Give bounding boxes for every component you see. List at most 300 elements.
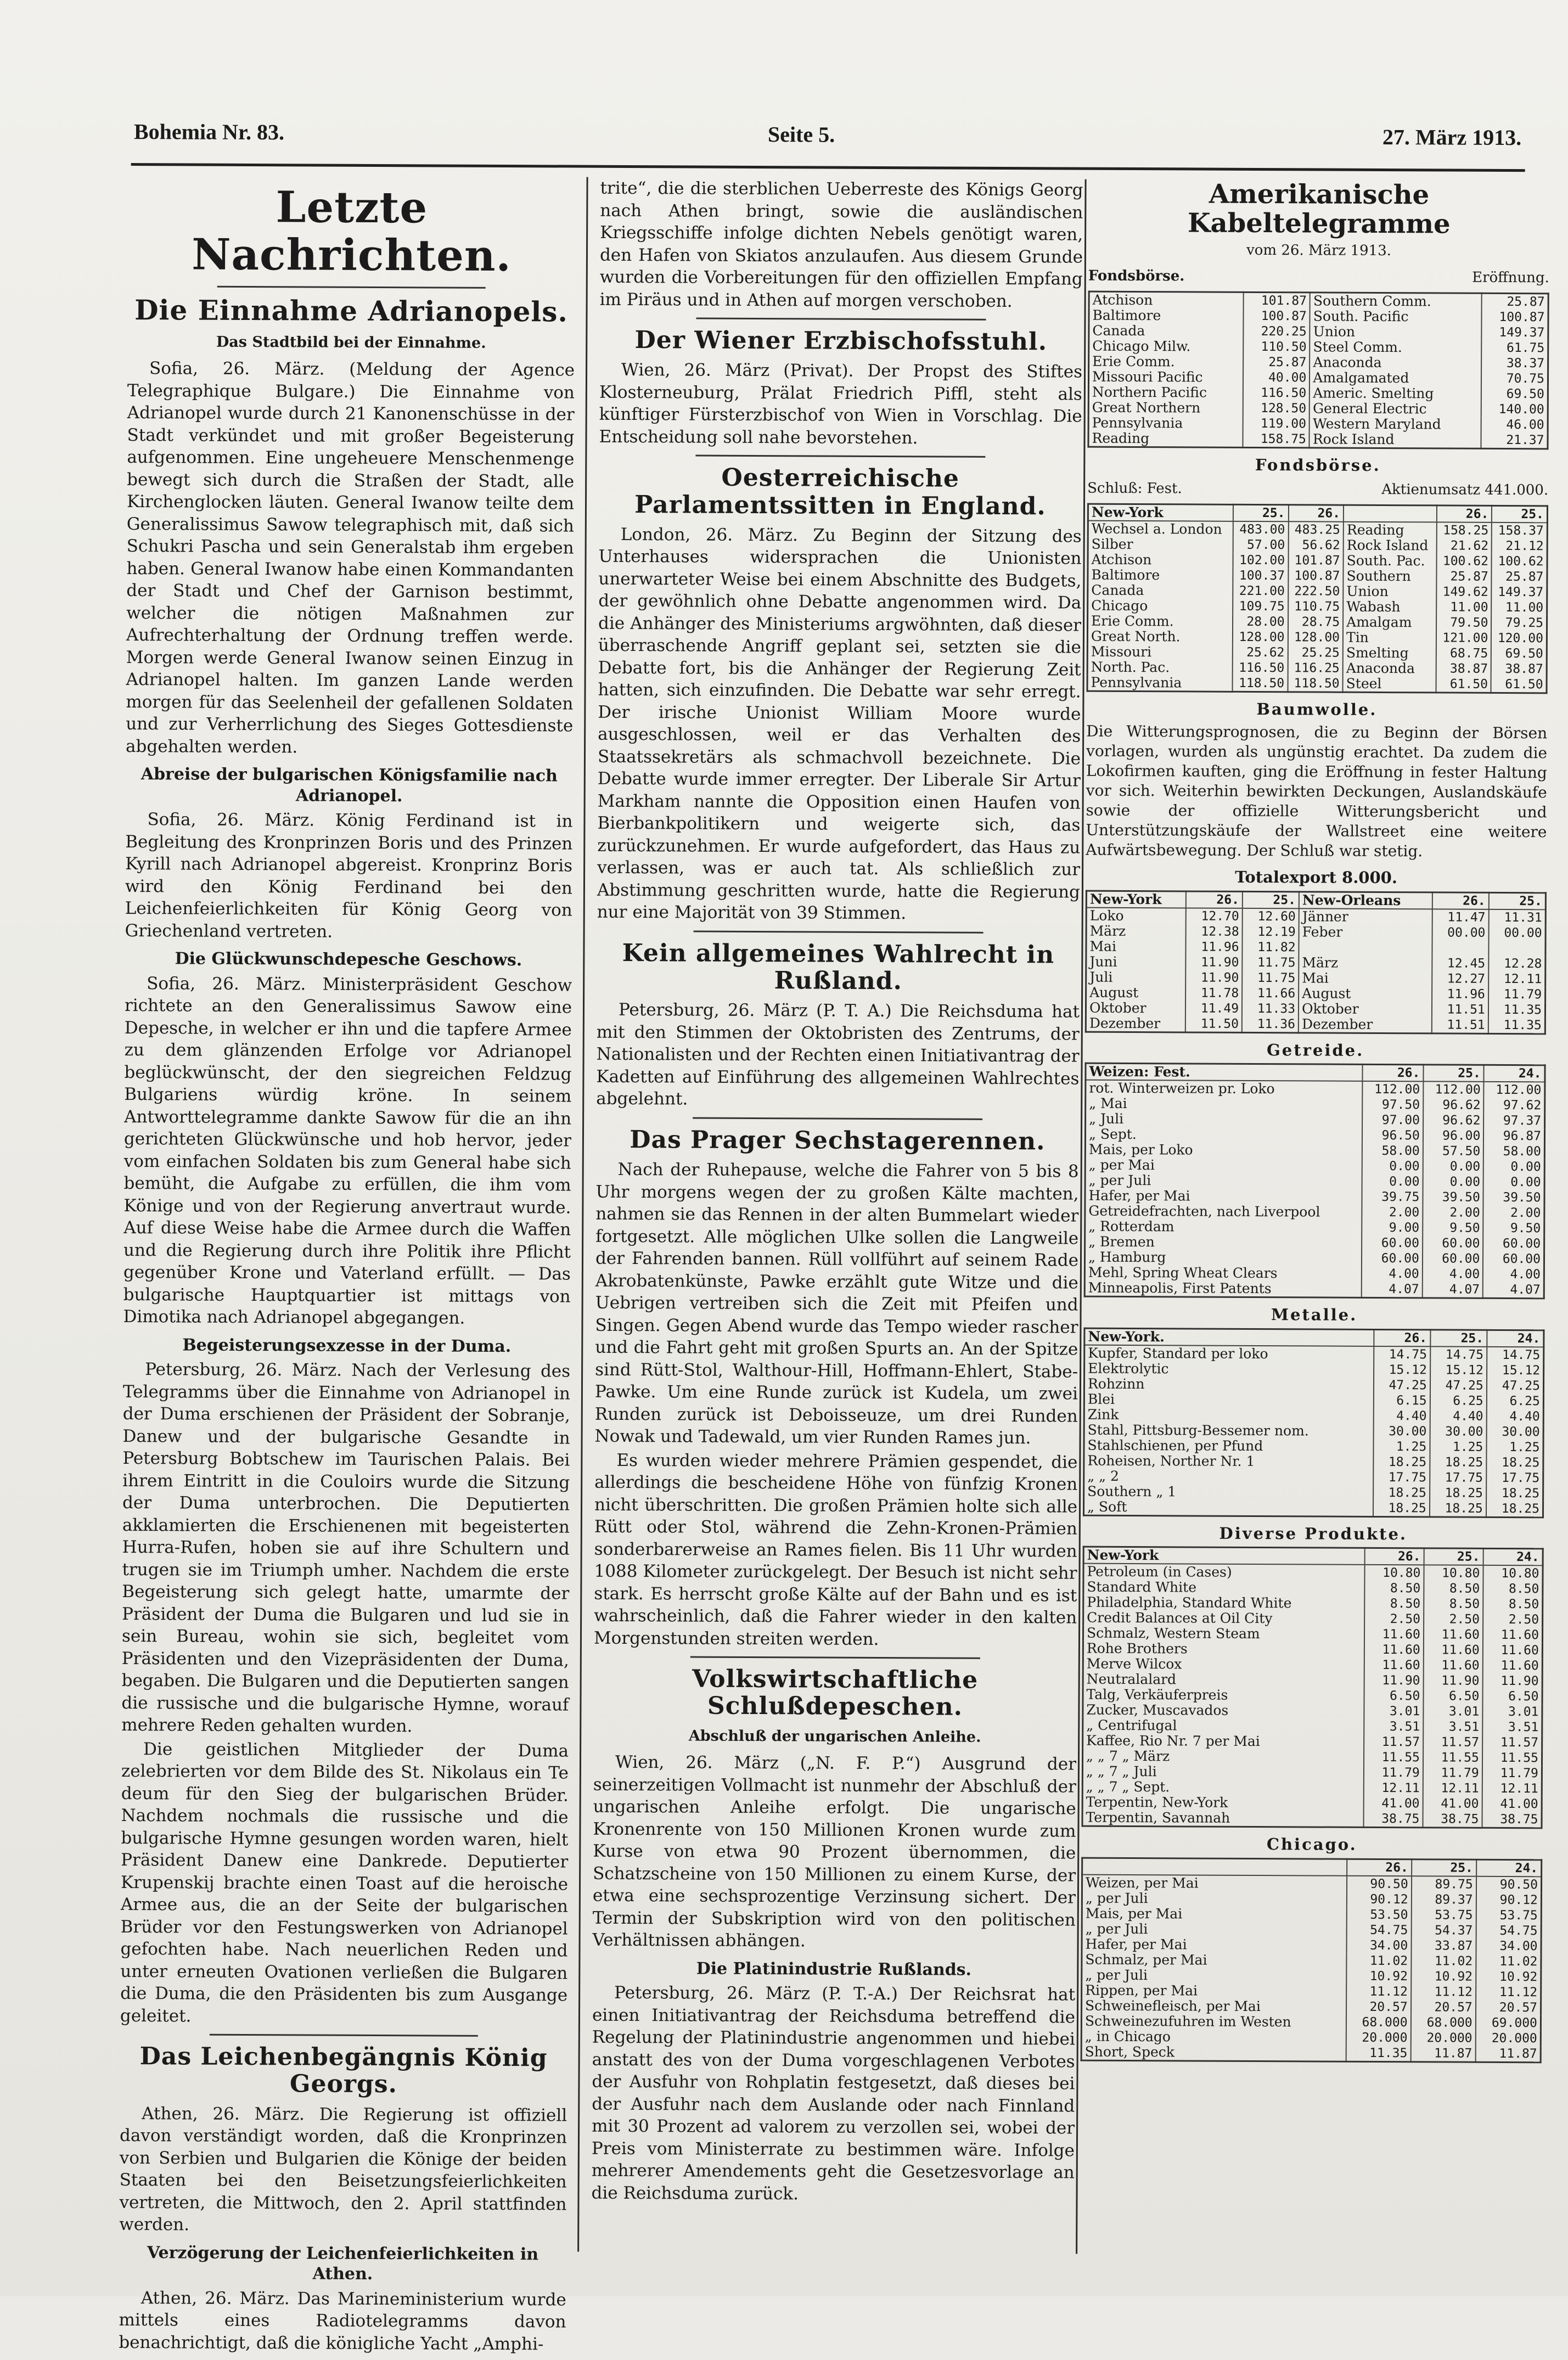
stock-price: 116.50 [1243,385,1310,401]
item-value: 68.75 [1436,645,1492,661]
item-value: 11.90 [1423,1673,1482,1688]
item-value: 20.57 [1411,1999,1476,2015]
stock-price: 25.87 [1481,293,1548,310]
stock-price: 158.75 [1243,431,1310,447]
item-value: 11.12 [1476,1984,1541,2000]
table-row [1086,1111,1545,1129]
item-name: Missouri [1087,644,1233,660]
item-value: 60.00 [1362,1251,1423,1266]
item-value: 3.51 [1364,1719,1423,1734]
item-name: Mai [1086,939,1186,954]
table-row [1081,2029,1541,2046]
table-row [1088,430,1548,448]
item-value: 00.00 [1432,925,1488,940]
item-value: 118.50 [1233,675,1288,692]
table-row [1084,1468,1543,1486]
item-name: Rock Island [1344,537,1437,553]
table-header: 25. [1424,1548,1483,1565]
table-header: 25. [1492,505,1547,522]
stock-name: Anaconda [1310,355,1481,370]
item-value: 11.60 [1483,1643,1543,1658]
item-value: 11.60 [1424,1657,1483,1673]
stock-price: 70.75 [1481,370,1548,386]
item-value: 96.62 [1423,1097,1484,1112]
item-name: Hafer, per Mai [1085,1188,1362,1205]
item-value: 18.25 [1373,1501,1430,1517]
item-value: 11.87 [1410,2046,1475,2062]
table-header: 24. [1483,1548,1543,1565]
column-1 [119,175,576,2355]
item-name: Rohzinn [1084,1376,1373,1392]
item-value: 11.60 [1364,1657,1424,1673]
item-value: 6.25 [1430,1393,1487,1408]
item-name: Rohe Brothers [1083,1641,1364,1657]
item-name: Minneapolis, First Patents [1084,1280,1362,1298]
table-row [1082,1921,1541,1938]
item-name: Reading [1344,521,1437,538]
item-value: 128.00 [1288,630,1343,645]
table-row [1086,954,1545,971]
item-name: „ per Juli [1082,1921,1346,1937]
article-subtitle: Das Stadtbild bei der Einnahme. [216,333,486,352]
column-divider-1 [577,177,588,2252]
item-value: 12.27 [1432,971,1488,986]
item-name: Talg, Verkäuferpreis [1083,1687,1364,1704]
item-value: 121.00 [1436,630,1492,645]
table-row [1086,1015,1545,1033]
metals-label: Metalle. [1271,1305,1358,1324]
fonds-label-line [1088,265,1549,289]
item-value: 54.75 [1476,1923,1541,1938]
item-name: Steel [1343,676,1436,692]
item-value: 11.66 [1242,985,1299,1001]
divider [690,1656,980,1659]
item-value: 11.57 [1482,1735,1542,1750]
table-row [1088,613,1547,631]
stock-name: General Electric [1310,401,1481,417]
item-value: 3.51 [1423,1719,1482,1734]
article-paragraph: Wien, 26. März (Privat). Der Propst des Stiftes Klosterneuburg, Prälat Friedrich Piffl, steht als künftiger Fürsterzbischof von Wien in Vorschlag. Die Entscheidung soll nahe bevorstehen. [599,360,1083,448]
item-name: Baltimore [1088,567,1233,583]
item-value: 9.50 [1483,1221,1544,1236]
item-value: 9.50 [1423,1220,1483,1235]
cotton-table [1085,890,1547,1035]
table-row [1084,1422,1543,1440]
stock-price: 119.00 [1243,415,1310,431]
item-value: 11.35 [1346,2045,1410,2061]
table-header: 25. [1423,1065,1484,1082]
item-value: 96.62 [1423,1112,1484,1128]
item-name: Dezember [1299,1016,1432,1033]
table-header: 24. [1487,1330,1544,1347]
item-value: 120.00 [1491,630,1547,645]
table-row [1085,1157,1544,1175]
article-paragraph: Sofia, 26. März. König Ferdinand ist in Begleitung des Kronprinzen Boris und des Prinzen Kyrill nach Adrianopel abgereist. Kronprinz Boris wird den König Ferdinand bei den Leichenfeierlichkeiten für König Georg von Griechenland vertreten. [125,810,573,942]
cable-title: Amerikanische Kabeltelegramme [1187,178,1451,240]
item-value: 11.79 [1482,1766,1542,1781]
article-paragraph: Petersburg, 26. März (P. T.-A.) Der Reichsrat hat einen Initiativantrag der Reichsduma betreffend die Regelung der Platinindustrie angenommen und hiebei anstatt des von der Duma vorgeschlagenen Verbotes der Ausfuhr von Rohplatin festgesetzt, daß dieses bei der Ausfuhr nach dem Auslande oder nach Finnland mit 30 Prozent ad valorem zu verzollen sei, wobei der Preis vom Ministerrate zu bestimmen wäre. Infolge mehrerer Amendements geht die Gesetzesvorlage an die Reichsduma zurück. [591,1983,1076,2204]
item-value: 41.00 [1482,1796,1542,1812]
item-value: 0.00 [1423,1174,1483,1189]
item-value: 00.00 [1488,925,1545,940]
stock-price: 40.00 [1243,369,1310,385]
item-value: 11.90 [1185,954,1242,970]
item-name: Anaconda [1343,660,1436,676]
table-header: 26. [1374,1329,1430,1346]
item-value: 6.25 [1487,1393,1544,1408]
item-value: 158.25 [1437,522,1492,538]
item-value: 34.00 [1476,1938,1541,1954]
item-name: August [1299,986,1432,1002]
fonds-closing-table [1087,503,1548,694]
item-value: 12.11 [1364,1780,1423,1796]
item-value: 17.75 [1486,1470,1543,1485]
item-value: 30.00 [1430,1424,1486,1439]
table-row [1088,400,1548,417]
cotton-note: Die Witterungsprognosen, die zu Beginn der Börsen vorlagen, wurden als ungünstig erachtet. Da zudem die Lokofirmen kauften, ging die Eröffnung in fester Haltung vor sich. Weiterhin bewirkten Deckungen, Auslandskäufe sowie der offizielle Witterungsbericht und Unterstützungskäufe der Wallstreet eine weitere Aufwärtsbewegung. Der Schluß war stetig. [1086,722,1548,861]
table-row [1084,1280,1544,1299]
item-value: 0.00 [1423,1159,1484,1174]
item-value: 8.50 [1364,1581,1424,1596]
item-name: „ per Juli [1082,1890,1346,1907]
article-title: Oesterreichische Parlamentssitten in England. [634,464,1046,520]
item-value: 18.25 [1373,1454,1430,1470]
item-value: 11.60 [1364,1642,1424,1657]
item-value: 10.80 [1364,1565,1424,1581]
item-value: 18.25 [1430,1501,1486,1517]
item-name: August [1086,985,1186,1001]
item-value: 10.92 [1476,1969,1541,1985]
table-row [1089,307,1548,325]
item-value: 118.50 [1288,676,1343,692]
stock-price: 38.37 [1481,355,1548,371]
table-row [1087,675,1547,693]
item-value: 11.47 [1432,909,1489,925]
item-value: 11.33 [1242,1001,1299,1016]
item-name: „ in Chicago [1081,2029,1346,2045]
item-name: Mehl, Spring Wheat Clears [1084,1265,1362,1282]
stock-name: Great Northern [1088,400,1243,415]
item-value: 39.50 [1423,1189,1483,1205]
item-value: 11.00 [1492,599,1547,615]
cotton-label: Baumwolle. [1256,699,1378,719]
item-name: „ Sept. [1085,1127,1362,1143]
table-row [1082,1936,1541,1954]
article-paragraph: Athen, 26. März. Das Marineministerium wurde mittels eines Radiotelegramms davon benachrichtigt, daß die königliche Yacht „Amphi- [119,2288,566,2355]
item-name: Zink [1084,1407,1373,1423]
table-header: 26. [1288,504,1344,521]
item-value: 110.75 [1288,599,1344,614]
item-value: 2.00 [1483,1205,1544,1221]
item-value: 58.00 [1483,1144,1544,1159]
article-paragraph: Petersburg, 26. März. Nach der Verlesung des Telegramms über die Einnahme von Adrianopel in der Duma erschienen der Präsident der Sobranje, Danew und der bulgarische Gesandte in Petersburg Bobtschew im Taurischen Palais. Bei ihrem Eintritt in die Couloirs wurde die Sitzung der Duma unterbrochen. Die Deputierten akklamierten die Erschienenen mit begeisterten Hurra-Rufen, hoben sie auf ihre Schultern und trugen sie im Triumph umher. Nachdem die erste Begeisterung sich gelegt hatte, umarmte der Präsident der Duma die Bulgaren und lud sie in sein Bureau, wohin sie sich, begleitet vom Präsidenten und den Vizepräsidenten der Duma, begaben. Die Bulgaren und die Deputierten sangen die russische und die bulgarische Hymne, worauf mehrere Reden gehalten wurden. [121,1359,571,1737]
item-name: Oktober [1299,1001,1432,1017]
header-date: 27. März 1913. [1382,124,1522,150]
item-name: Zucker, Muscavados [1083,1702,1364,1719]
stock-price: 220.25 [1244,323,1310,339]
stock-name: Canada [1089,323,1244,339]
item-value: 112.00 [1423,1081,1484,1097]
item-name: Tin [1343,630,1436,645]
item-value: 96.00 [1423,1128,1484,1143]
item-value: 116.25 [1288,660,1343,676]
item-value: 38.87 [1436,661,1492,676]
item-name: Mais, per Mai [1082,1906,1346,1922]
table-header: 24. [1484,1065,1545,1082]
item-value: 20.57 [1346,1999,1411,2015]
item-name: „ per Juli [1085,1173,1362,1189]
item-value: 25.87 [1436,569,1492,584]
article-paragraph: Sofia, 26. März. (Meldung der Agence Telegraphique Bulgare.) Die Einnahme von Adrianopel wurde durch 21 Kanonenschüsse in der Stadt verkündet und mit großer Begeisterung aufgenommen. Eine ungeheuere Menschenmenge bewegt sich durch die Straßen der Stadt, alle Kirchenglocken läuten. General Iwanow teilte dem Generalissimus Sawow telegraphisch mit, daß sich Schukri Pascha und sein Generalstab ihm ergeben haben. General Iwanow habe einen Kommandanten der Stadt und Chef der Garnison bestimmt, welcher die nötigen Maßnahmen zur Aufrechterhaltung der Ordnung treffen werde. Morgen werde General Iwanow seinen Einzug in Adrianopel halten. Im ganzen Lande werden morgen für das Seelenheil der gefallenen Soldaten und zur Verherrlichung des Sieges Gottesdienste abgehalten werden. [125,358,575,757]
item-value: 69.50 [1491,645,1547,661]
article-paragraph: London, 26. März. Zu Beginn der Sitzung des Unterhauses widersprachen die Unionisten unerwarteter Weise bei einem Abschnitte des Budgets, der gewöhnlich ohne Debatte angenommen wird. Da die Anhänger des Ministeriums argwöhnten, daß dieser überraschende Angriff geplant sei, setzten sie die Debatte fort, bis die Anhänger der Regierung Zeit hatten, sich einzufinden. Die Debatte war sehr erregt. Der irische Unionist William Moore wurde ausgeschlossen, weil er das Verhalten des Staatssekretärs als schmachvoll bezeichnete. Die Debatte wurde immer erregter. Der Liberale Sir Artur Markham nannte die Opposition einen Haufen von Bierbankpolitikern und weigerte sich, das zurückzunehmen. Er wurde aufgefordert, das Haus zu verlassen, was er auch tat. Als schließlich zur Abstimmung geschritten wurde, hatte die Regierung nur eine Majorität von 39 Stimmen. [597,524,1082,924]
item-value: 11.50 [1185,1016,1242,1032]
item-name: Feber [1299,924,1432,940]
item-value: 11.96 [1432,986,1488,1002]
item-value: 56.62 [1288,537,1344,553]
item-value: 8.50 [1424,1581,1483,1596]
article-subheading: Die Platinindustrie Rußlands. [696,1959,972,1980]
stock-price: 61.75 [1481,340,1548,356]
item-value: 3.01 [1364,1704,1423,1719]
stock-name: Rock Island [1310,431,1481,448]
table-row [1082,1998,1541,2015]
item-value: 15.12 [1374,1362,1430,1378]
item-value: 12.19 [1243,924,1299,939]
item-value: 3.51 [1482,1720,1542,1735]
item-name: „ per Mai [1085,1157,1362,1174]
table-row [1086,907,1545,925]
item-value: 11.79 [1423,1765,1482,1780]
item-value: 11.55 [1423,1750,1482,1765]
article-paragraph: Petersburg, 26. März (P. T. A.) Die Reichsduma hat mit den Stimmen der Oktobristen des Zentrums, der Nationalisten und der Rechten einen Initiativantrag der Kadetten auf Einführung des allgemeinen Wahlrechtes abgelehnt. [596,1000,1080,1109]
stock-name: Southern Comm. [1310,293,1482,310]
table-header: 26. [1186,891,1243,908]
item-value: 20.000 [1476,2030,1541,2046]
item-name: Wabash [1343,599,1436,615]
diverse-label: Diverse Produkte. [1219,1524,1408,1543]
metals-table [1083,1327,1544,1518]
item-value: 14.75 [1374,1346,1430,1362]
item-name: Juli [1086,969,1186,985]
item-value: 1.25 [1373,1439,1430,1454]
item-value: 11.90 [1482,1673,1542,1689]
stock-name: Americ. Smelting [1310,385,1481,401]
table-header: 24. [1476,1859,1542,1876]
item-value: 11.90 [1185,970,1242,985]
item-value: 11.60 [1424,1627,1483,1642]
item-value: 11.82 [1243,939,1299,954]
article-title: Das Leichenbegängnis König Georgs. [139,2042,548,2099]
item-value: 25.62 [1233,644,1288,660]
table-row [1088,598,1547,615]
item-value: 128.00 [1233,629,1288,644]
stock-name: Erie Comm. [1089,353,1244,369]
item-value: 4.07 [1362,1282,1423,1298]
item-value: 97.62 [1484,1098,1545,1113]
item-name: Rippen, per Mai [1082,1982,1346,1999]
item-name: Neutralalard [1083,1672,1364,1688]
item-value: 0.00 [1362,1159,1423,1174]
item-value: 17.75 [1373,1470,1430,1485]
table-row [1082,1952,1541,1969]
table-row [1089,338,1548,356]
item-name: „ Hamburg [1084,1250,1362,1266]
item-value: 20.000 [1410,2030,1475,2046]
item-name: Schmalz, per Mai [1082,1952,1346,1968]
item-value: 47.25 [1487,1378,1544,1393]
item-value: 38.75 [1363,1811,1423,1828]
table-row [1084,1437,1543,1455]
item-value: 68.000 [1346,2014,1410,2030]
table-row [1084,1345,1544,1363]
table-row [1089,291,1548,310]
table-row [1088,415,1548,432]
item-value: 8.50 [1483,1581,1543,1597]
stock-name: Chicago Milw. [1089,338,1244,354]
item-value: 1.25 [1430,1439,1486,1454]
item-value: 6.15 [1374,1393,1430,1408]
table-header: 25. [1412,1859,1476,1876]
item-value: 89.75 [1412,1876,1476,1892]
item-value: 483.00 [1233,521,1289,537]
item-name: Wechsel a. London [1088,520,1233,537]
item-value: 101.87 [1288,553,1344,568]
item-value: 100.37 [1233,567,1288,583]
table-row [1081,2013,1541,2031]
item-name: Elektrolytic [1084,1361,1374,1377]
item-name: Stahlschienen, per Pfund [1084,1437,1373,1454]
table-row [1083,1499,1543,1517]
item-name: Philadelphia, Standard White [1083,1595,1365,1611]
stock-price: 21.37 [1481,432,1548,448]
article-title: Volkswirtschaftliche Schlußdepeschen. [692,1665,979,1722]
item-value: 6.50 [1482,1689,1542,1704]
page-header [0,0,1568,182]
table-row [1084,1484,1543,1501]
item-value: 79.50 [1436,615,1492,630]
item-name: „ „ 7 „ März [1082,1749,1364,1765]
item-value: 3.01 [1482,1704,1542,1720]
item-name: Amalgam [1343,614,1436,630]
fonds2-summary-line [1087,477,1548,502]
stock-price: 25.87 [1243,354,1310,370]
item-value: 14.75 [1430,1346,1487,1362]
table-header: New-York [1083,1547,1365,1565]
table-row [1088,520,1547,538]
article-paragraph: Die geistlichen Mitglieder der Duma zelebrierten vor dem Bilde des St. Nikolaus ein Te deum für den Sieg der bulgarischen Brüder. Nachdem nochmals die russische und die bulgarische Hymne gesungen worden waren, hielt Präsident Danew eine Dankrede. Deputierter Krupenskij brachte einen Toast auf die heroische Armee aus, die an der Seite der bulgarischen Brüder vor den Festungswerken von Adrianopel gefochten habe. Nach neuerlichen Reden und unter erneuten Ovationen verließen die Bulgaren die Duma, die den Präsidenten bis zum Ausgange geleitet. [120,1739,569,2026]
divider [693,1117,982,1120]
stock-name: Atchison [1089,291,1244,308]
item-value: 12.11 [1423,1780,1482,1796]
item-value: 54.75 [1346,1922,1411,1938]
item-name: März [1086,923,1186,939]
item-value: 34.00 [1346,1937,1411,1953]
item-value: 15.12 [1487,1362,1544,1378]
table-row [1082,1906,1541,1923]
item-value: 97.37 [1483,1113,1544,1128]
item-value: 15.12 [1430,1362,1487,1378]
item-value: 18.25 [1486,1454,1543,1470]
header-issue: Bohemia Nr. 83. [133,119,285,145]
table-row [1088,582,1547,600]
item-value: 112.00 [1363,1081,1424,1097]
table-row [1088,384,1548,402]
item-value: 10.92 [1346,1968,1411,1984]
item-value: 11.57 [1423,1734,1482,1750]
divider [694,930,983,933]
item-value: 12.28 [1488,956,1545,971]
item-value: 11.90 [1364,1673,1424,1688]
item-value: 28.00 [1233,614,1288,629]
table-row [1087,628,1547,646]
item-value: 11.51 [1432,1002,1488,1017]
article-paragraph: Sofia, 26. März. Ministerpräsident Geschow richtete an den Generalissimus Sawow eine Depesche, in welcher er ihn und die tapfere Armee zu dem glänzenden Erfolge vor Adrianopel beglückwünscht, der den siegreichen Feldzug Bulgariens würdig kröne. In seinem Antworttelegramme dankte Sawow für die an ihn gerichteten Glückwünsche und hob hervor, jeder vom einfachen Soldaten bis zum General habe sich bemüht, die Aufgabe zu erfüllen, die ihm vom Könige und von der Regierung anvertraut wurde. Auf diese Weise habe die Armee durch die Waffen und die Regierung durch ihre Politik ihre Pflicht gegenüber Krone und Vaterland erfüllt. — Das bulgarische Hauptquartier ist mittags von Dimotika nach Adrianopel abgegangen. [123,973,572,1328]
item-value [1488,940,1545,956]
item-name: Southern „ 1 [1084,1484,1373,1500]
item-value: 58.00 [1362,1143,1423,1159]
item-value: 60.00 [1423,1251,1483,1266]
table-row [1086,1000,1545,1018]
item-value: 60.00 [1362,1235,1423,1251]
item-value: 2.50 [1364,1611,1424,1627]
table-header: 25. [1233,504,1289,521]
table-row [1082,1967,1541,1985]
item-value: 2.00 [1362,1205,1423,1220]
column-3 [1080,179,1549,2251]
stock-name: Pennsylvania [1088,415,1243,431]
article-paragraph: Athen, 26. März. Die Regierung ist offiziell davon verständigt worden, daß die Kronprinzen von Serbien und Bulgarien die Könige der beiden Staaten bei den Beisetzungsfeierlichkeiten vertreten, die Mittwoch, den 2. April stattfinden werden. [119,2103,567,2235]
item-name: Oktober [1086,1000,1185,1016]
item-value: 6.50 [1423,1688,1482,1704]
article-paragraph: Es wurden wieder mehrere Prämien gespendet, die allerdings die bescheidene Höhe von fünfzig Kronen nicht überschritten. Die großen Prämien holte sich alle Rütt oder Stol, während die Zehn-Kronen-Prämien sonderbarerweise an Rames fielen. Bis 11 Uhr wurden 1088 Kilometer zurückgelegt. Der Besuch ist nicht sehr stark. Es herrscht große Kälte auf der Bahn und es ist wahrscheinlich, daß die Fahrer wieder in den kalten Morgenstunden streiten werden. [593,1450,1078,1649]
item-value: 102.00 [1233,552,1289,567]
table-row [1087,659,1547,677]
item-name: Mais, per Loko [1085,1142,1362,1159]
stock-name: Northern Pacific [1088,384,1243,400]
item-name: „ Bremen [1085,1234,1362,1251]
table-row [1082,1874,1541,1892]
stock-name: Amalgamated [1310,370,1481,386]
item-value: 2.00 [1423,1205,1483,1220]
table-header: New-York [1086,891,1186,908]
item-value: 18.25 [1430,1454,1486,1470]
item-value: 8.50 [1364,1596,1424,1611]
item-value: 9.00 [1362,1220,1423,1235]
item-name: Hafer, per Mai [1082,1936,1346,1953]
item-value: 4.00 [1483,1267,1544,1282]
table-header: 25. [1430,1329,1487,1346]
item-name: „ Mai [1086,1096,1363,1112]
fonds2-label: Fondsbörse. [1255,455,1381,475]
column-2 [591,177,1083,2254]
stock-price: 128.50 [1243,400,1310,416]
article-title: Der Wiener Erzbischofsstuhl. [634,326,1048,356]
item-value: 90.50 [1476,1876,1542,1892]
article-title: Kein allgemeines Wahlrecht in Rußland. [622,939,1055,996]
item-value: 41.00 [1364,1796,1423,1811]
item-value: 39.50 [1483,1190,1544,1205]
table-header-row [1086,1063,1545,1082]
item-value: 3.01 [1423,1704,1482,1719]
grain-table [1084,1063,1546,1300]
item-name: Petroleum (in Cases) [1083,1564,1365,1581]
stock-name: South. Pacific [1310,308,1482,324]
item-value: 69.000 [1476,2015,1541,2031]
item-value: 30.00 [1373,1424,1430,1439]
item-value: 12.60 [1243,908,1299,924]
item-value: 116.50 [1233,660,1288,675]
